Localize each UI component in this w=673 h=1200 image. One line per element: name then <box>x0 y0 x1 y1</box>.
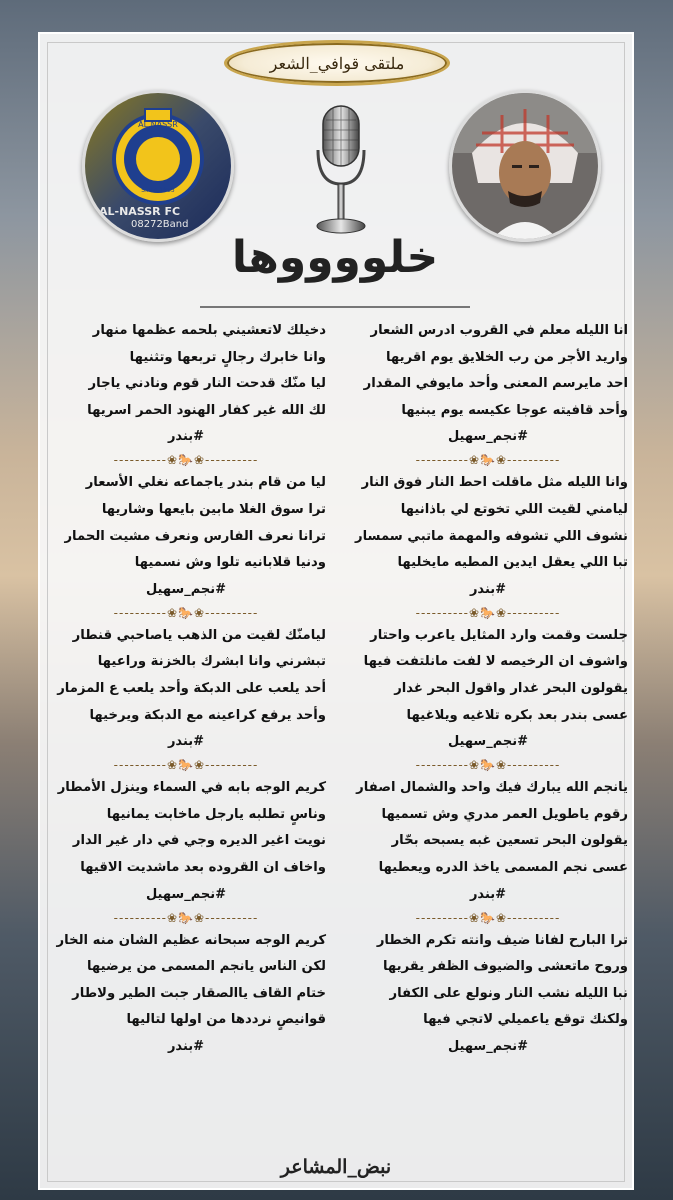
verse-line: لك الله غير كفار الهنود الحمر اسريها <box>87 402 326 418</box>
verse-signature: #بندر <box>167 734 205 750</box>
microphone-icon <box>306 100 376 240</box>
verse-line: كريم الوجه سبحانه عظيم الشان منه الخار <box>56 932 326 948</box>
logo-name-text: AL-NASSR <box>99 205 161 218</box>
verse-line: تبا اللي يعقل ايدين المطيه مايخليها <box>397 555 628 571</box>
verse-line: انا الليله معلم في القروب ادرس الشعار <box>370 323 628 338</box>
footer-signature: نبض_المشاعر <box>280 1156 392 1178</box>
verse-block <box>46 928 326 1060</box>
verse-block <box>348 623 628 775</box>
verse-signature: #بندر <box>469 581 507 597</box>
verse-line: ليامنّك لقيت من الذهب ياصاحبي قنطار <box>72 627 326 643</box>
verse-signature: #بندر <box>167 1038 205 1054</box>
verse-line: ولكنك توقع ياعميلي لاتجي فيها <box>423 1012 628 1028</box>
al-nassr-logo-avatar <box>82 90 234 242</box>
svg-text:AL NASSR: AL NASSR <box>138 120 178 129</box>
verse-block <box>46 623 326 775</box>
verse-line: أحد يلعب على الدبكة وأحد يلعب ع المزمار <box>57 680 326 696</box>
verse-signature: #نجم_سهيل <box>447 429 529 445</box>
verse-signature: #بندر <box>167 429 205 445</box>
group-badge <box>224 40 450 86</box>
verse-block <box>348 928 628 1060</box>
title-divider <box>200 306 470 308</box>
verse-line: كريم الوجه بابه في السماء وينزل الأمطار <box>57 780 326 796</box>
verse-line: ليامني لقيت اللي تخوتع لي باذانيها <box>400 501 628 517</box>
verse-line: وناسٍ تطلبه يارجل ماخابت يمانيها <box>106 806 326 822</box>
verse-line: نبا الليله نشب النار ونولع على الكفار <box>389 985 628 1001</box>
verse-line: واشوف ان الرخيصه لا لفت مانلتفت فيها <box>363 654 628 670</box>
verse-block <box>348 470 628 622</box>
verse-line: احد مايرسم المعنى وأحد مايوفي المقدار <box>363 376 628 392</box>
verse-line: يقولون البحر غدار واقول البحر غدار <box>394 680 628 696</box>
verse-block <box>46 318 326 470</box>
verse-line: ودنيا قلابانيه تلوا وش نسميها <box>134 555 326 571</box>
poet-portrait-avatar <box>449 90 601 242</box>
verse-line: ترا البارح لفانا ضيف وانته تكرم الخطار <box>376 932 628 948</box>
ornament-separator: ----------❀🐎❀---------- <box>113 758 259 773</box>
verse-line: لكن الناس يانجم المسمى من يرضيها <box>86 959 326 975</box>
verse-line: واخاف ان القروده بعد ماشديت الاقيها <box>80 859 326 875</box>
verse-line: وانا الليله مثل ماقلت احط النار فوق النار <box>361 475 628 491</box>
verse-line: رقوم ياطويل العمر مدري وش تسميها <box>381 806 628 822</box>
group-badge-text: ملتقى قوافي_الشعر <box>269 53 405 73</box>
ornament-separator: ----------❀🐎❀---------- <box>415 910 561 925</box>
verse-line: وروح ماتعشى والضيوف الظفر يقريها <box>382 959 628 975</box>
right-verse-column <box>348 318 628 1060</box>
verse-line: وأحد قافيته عوجا عكيسه يوم يبنيها <box>401 402 628 418</box>
verse-line: يانجم الله يبارك فيك واحد والشمال اصفار <box>356 780 628 796</box>
person-icon <box>452 93 598 239</box>
logo-fc-text: FC <box>164 205 181 218</box>
verse-line: ليا من قام بندر ياجماعه نغلي الأسعار <box>85 475 326 491</box>
svg-text:Since 1955: Since 1955 <box>141 187 175 194</box>
verse-signature: #نجم_سهيل <box>447 1038 529 1054</box>
verse-line: عسى نجم المسمى ياخذ الدره ويعطيها <box>378 859 628 875</box>
verse-line: ترا سوق الغلا مابين بايعها وشاريها <box>101 501 326 517</box>
verse-line: جلست وقمت وارد المثايل ياعرب واحتار <box>370 627 628 643</box>
poem-title: خلووووها <box>231 232 439 283</box>
logo-handle-text: 08272Band <box>131 219 189 230</box>
verse-line: واريد الأجر من رب الخلايق يوم اقريها <box>385 349 628 365</box>
ornament-separator: ----------❀🐎❀---------- <box>113 910 259 925</box>
verse-signature: #نجم_سهيل <box>145 886 227 902</box>
verse-signature: #نجم_سهيل <box>145 581 227 597</box>
verse-block <box>46 775 326 927</box>
verse-block <box>348 318 628 470</box>
verse-signature: #نجم_سهيل <box>447 734 529 750</box>
verse-line: قوانيصٍ نرددها من اولها لتاليها <box>126 1012 326 1028</box>
verse-line: ختام القاف ياالصقار جبت الطير ولاطار <box>72 985 326 1001</box>
verse-line: نشوف اللي تشوفه والمهمة ماتبي سمسار <box>354 528 628 544</box>
verse-line: نويت اغير الديره وجي في دار غير الدار <box>72 833 326 849</box>
verse-signature: #بندر <box>469 886 507 902</box>
verse-block <box>46 470 326 622</box>
verse-line: ليا منّك قدحت النار قوم ونادني ياجار <box>88 376 326 392</box>
ornament-separator: ----------❀🐎❀---------- <box>415 758 561 773</box>
verse-line: وانا خابرك رجالٍ تربعها وتثنيها <box>129 349 326 365</box>
verse-line: وأحد يرفع كراعينه مع الدبكة ويرخيها <box>89 707 326 723</box>
verse-line: عسى بندر بعد بكره تلاغيه ويلاغيها <box>406 707 628 723</box>
left-verse-column <box>46 318 326 1060</box>
verse-block <box>348 775 628 927</box>
verse-line: يقولون البحر تسعين غبه يسبحه بحّار <box>391 833 628 849</box>
verse-line: دخيلك لاتعشيني بلحمه عظمها منهار <box>92 323 326 338</box>
ornament-separator: ----------❀🐎❀---------- <box>415 605 561 620</box>
verse-line: ترانا نعرف الفارس ونعرف مشيت الحمار <box>64 528 326 544</box>
ornament-separator: ----------❀🐎❀---------- <box>113 605 259 620</box>
ornament-separator: ----------❀🐎❀---------- <box>113 453 259 468</box>
ornament-separator: ----------❀🐎❀---------- <box>415 453 561 468</box>
verse-line: تبشرني وانا ابشرك بالخزنة وراعيها <box>97 654 326 670</box>
